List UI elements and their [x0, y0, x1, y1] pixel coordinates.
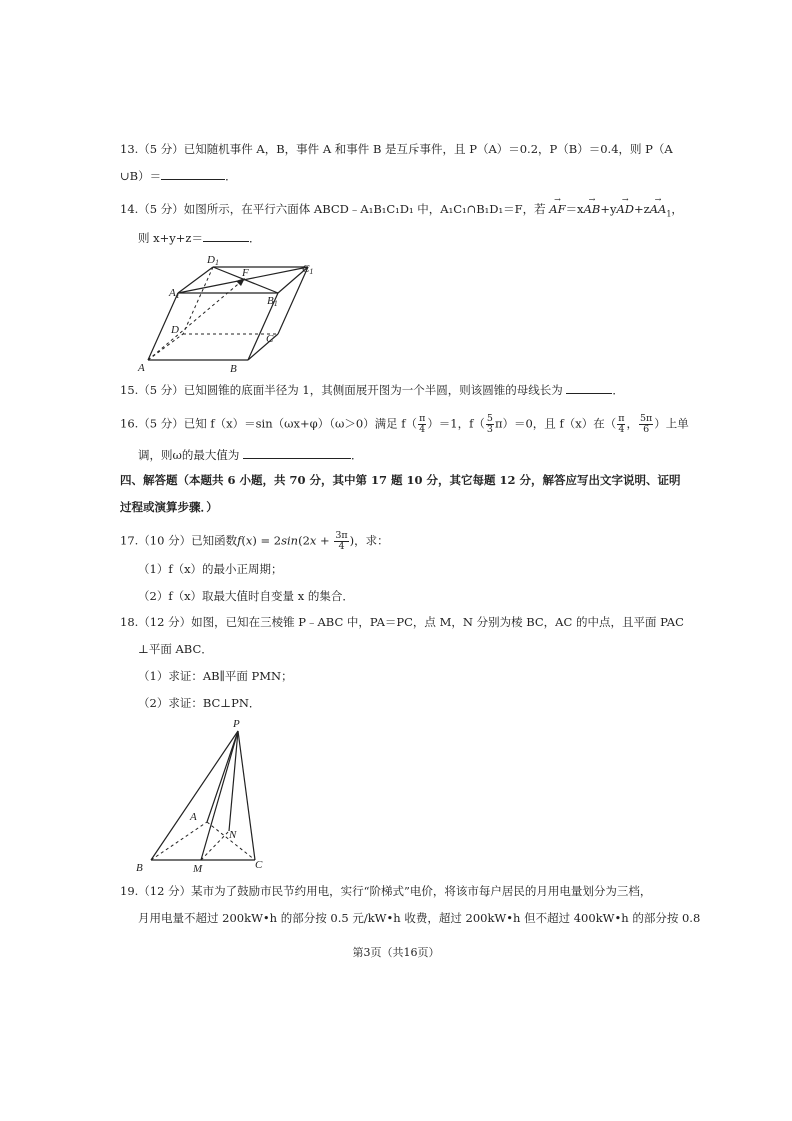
q19-line2: 月用电量不超过 200kW•h 的部分按 0.5 元/kW•h 收费，超过 200kW•h 但不超过 400kW•h 的部分按 0.8 [138, 911, 701, 925]
q18-line1: 18.（12 分）如图，已知在三棱锥 P﹣ABC 中，PA＝PC，点 M，N 分别为棱 BC，AC 的中点，且平面 PAC [120, 615, 684, 629]
svg-text:D: D [171, 324, 179, 336]
q13-line1: 13.（5 分）已知随机事件 A，B，事件 A 和事件 B 是互斥事件，且 P（A）＝0.2，P（B）＝0.4，则 P（A [120, 142, 673, 156]
pyramid-figure [130, 714, 275, 876]
answer-blank [243, 448, 351, 459]
answer-blank [566, 383, 612, 394]
svg-text:A: A [138, 362, 145, 374]
q17-sub2: （2）f（x）取最大值时自变量 x 的集合． [138, 589, 354, 603]
svg-text:M: M [193, 863, 203, 875]
svg-text:D1: D1 [207, 254, 219, 267]
answer-blank [203, 231, 249, 242]
svg-text:C: C [255, 859, 263, 871]
q14-prefix: 14.（5 分）如图所示，在平行六面体 ABCD﹣A₁B₁C₁D₁ 中，A₁C₁∩B₁D₁＝F，若 [120, 202, 546, 216]
q18-line2: ⊥平面 ABC． [138, 642, 213, 656]
q17-stem: 17.（10 分）已知函数f(x) = 2sin(2x + $\frac{3\pi}{4}$ )，求： [120, 530, 389, 552]
svg-text:P: P [233, 718, 240, 730]
q17-stem-text: 17.（10 分）已知函数 [120, 533, 238, 548]
q14-line2-text: 则 x+y+z＝ [138, 231, 203, 245]
q15-line: 15.（5 分）已知圆锥的底面半径为 1，其侧面展开图为一个半圆，则该圆锥的母线长为 ． [120, 383, 624, 397]
svg-text:A1: A1 [169, 287, 180, 300]
q15-text: 15.（5 分）已知圆锥的底面半径为 1，其侧面展开图为一个半圆，则该圆锥的母线长为 [120, 383, 563, 397]
svg-text:A: A [190, 811, 197, 823]
svg-text:C: C [266, 333, 274, 345]
parallelepiped-figure [135, 250, 325, 374]
q18-sub2: （2）求证：BC⊥PN． [138, 696, 261, 710]
q16-line2-text: 调，则ω的最大值为 [138, 448, 240, 462]
svg-text:C1: C1 [302, 263, 314, 276]
section4-line2: 过程或演算步骤．） [120, 500, 218, 514]
svg-text:B1: B1 [267, 295, 278, 308]
q18-sub1: （1）求证：AB∥平面 PMN； [138, 669, 293, 683]
q14-line1: 14.（5 分）如图所示，在平行六面体 ABCD﹣A₁B₁C₁D₁ 中，A₁C₁∩B₁D₁＝F，若 → $AF=x\to AB+y\to AD+z\to AA_1$， [120, 201, 683, 222]
svg-text:B: B [136, 862, 143, 874]
q16-part1: 16.（5 分）已知 f（x）＝sin（ωx+φ）（ω＞0）满足 f（ [120, 416, 418, 431]
q13-line2-text: ∪B）＝ [120, 169, 162, 183]
svg-text:N: N [229, 829, 237, 841]
section4-line1: 四、解答题（本题共 6 小题，共 70 分，其中第 17 题 10 分，其它每题 12 分，解答应写出文字说明、证明 [120, 473, 681, 487]
q14-line2: 则 x+y+z＝ ． [138, 231, 261, 245]
q16-line2: 调，则ω的最大值为 ． [138, 448, 363, 462]
q16-line1: 16.（5 分）已知 f（x）＝sin（ωx+φ）（ω＞0）满足 f（ $\frac{\pi}{4}$ ）＝1，f（ $\frac{5}{3}$ π）＝0，且 f（x）在（ $\frac{\pi}{4}$ ， $\frac{5\pi}{6}$ ）上单 [120, 413, 689, 435]
page-footer: 第3页（共16页） [352, 946, 440, 959]
q13-line2: ∪B）＝ ． [120, 169, 237, 183]
q17-sub1: （1）f（x）的最小正周期； [138, 562, 283, 576]
svg-text:B: B [230, 363, 237, 374]
answer-blank [161, 169, 225, 180]
q19-line1: 19.（12 分）某市为了鼓励市民节约用电，实行“阶梯式”电价，将该市每户居民的月用电量划分为三档， [120, 884, 652, 898]
svg-text:F: F [242, 267, 249, 279]
